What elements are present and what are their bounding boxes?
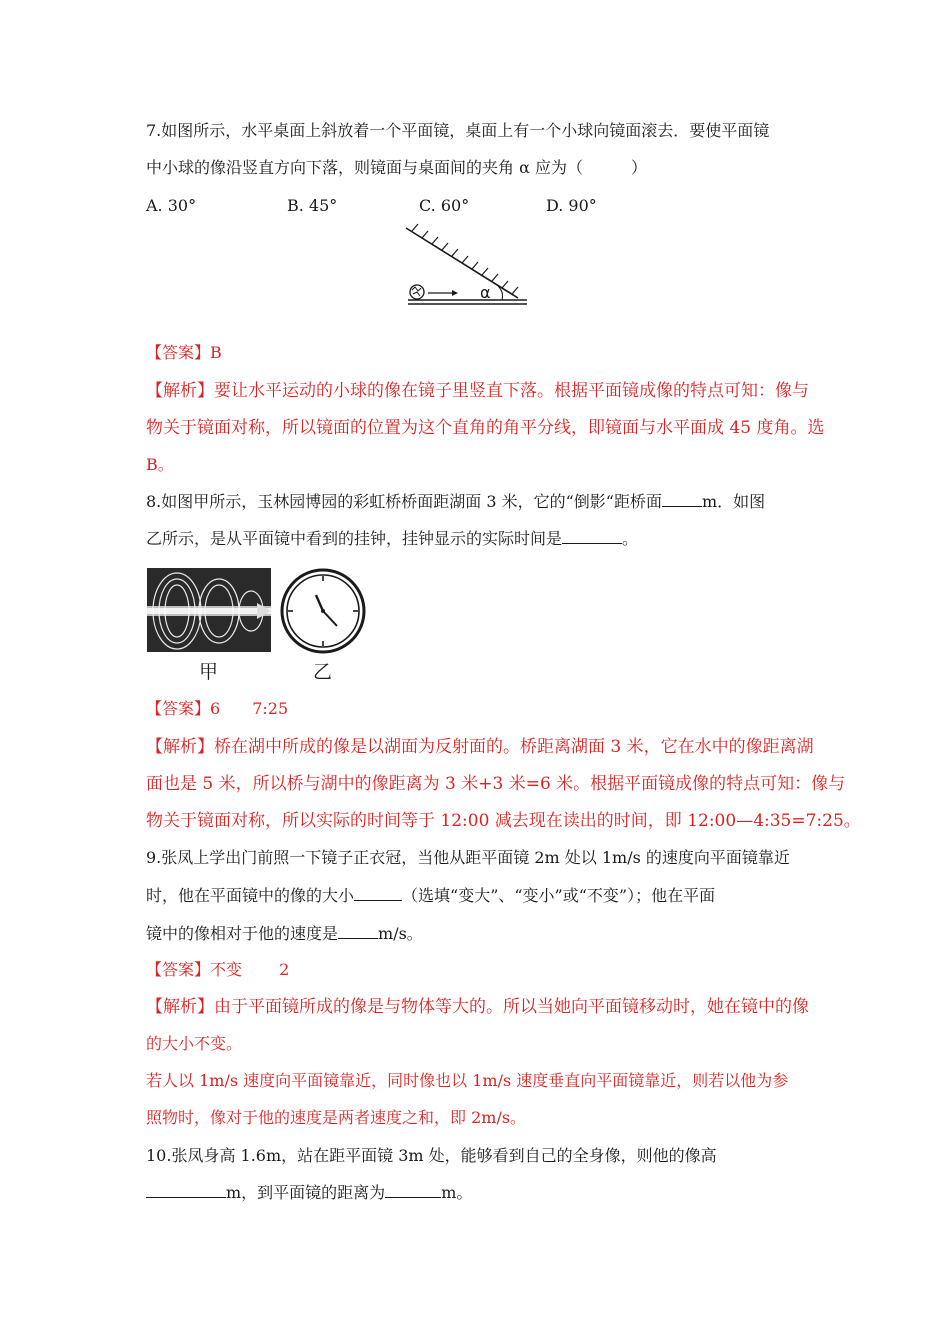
q7-stem-line-1: 7.如图所示，水平桌面上斜放着一个平面镜，桌面上有一个小球向镜面滚去．要使平面镜: [146, 121, 770, 140]
analysis-text: 由于平面镜所成的像是与物体等大的。所以当她向平面镜移动时，她在镜中的像: [214, 997, 809, 1017]
q7-option-d: D. 90°: [546, 196, 597, 215]
q7-mirror-figure: [400, 222, 535, 314]
q8-stem-text: 8.如图甲所示，玉林园博园的彩虹桥桥面距湖面 3 米，它的“倒影“距桥面: [146, 492, 662, 511]
q9-stem-text: 时，他在平面镜中的像的大小: [146, 886, 355, 905]
q7-analysis-line-1: [146, 381, 809, 401]
q8-analysis-line-3: 物关于镜面对称，所以实际的时间等于 12:00 减去现在读出的时间，即 12:00—4:35=7:25。: [146, 811, 861, 831]
q9-stem-text: （选填“变大”、“变小”或“不变”）；他在平面: [402, 886, 716, 905]
q8-analysis-line-1: [146, 737, 814, 757]
q9-stem-line-2: [146, 886, 715, 906]
q9-analysis-line-4: 照物时，像对于他的速度是两者速度之和，即 2m/s。: [146, 1108, 527, 1127]
q9-stem-line-3: [146, 924, 423, 944]
analysis-text: 要让水平运动的小球的像在镜子里竖直下落。根据平面镜成像的特点可知：像与: [214, 381, 809, 401]
q8-answer: [146, 699, 288, 719]
answer-value: 不变 2: [210, 960, 290, 979]
analysis-tag: 【解析】: [146, 997, 214, 1017]
analysis-tag: 【解析】: [146, 737, 214, 757]
q9-analysis-line-1: [146, 997, 809, 1017]
q7-analysis-line-3: B。: [146, 455, 174, 474]
q9-analysis-line-2: 的大小不变。: [146, 1034, 243, 1053]
answer-tag: 【答案】: [146, 960, 211, 979]
q7-alpha-label: α: [480, 283, 491, 302]
q8-stem-text: 。: [622, 529, 639, 548]
q7-analysis-line-2: 物关于镜面对称，所以镜面的位置为这个直角的角平分线，即镜面与水平面成 45 度角。选: [146, 418, 825, 438]
answer-value: 6 7:25: [210, 699, 289, 718]
q7-stem-line-2: 中小球的像沿竖直方向下落，则镜面与桌面间的夹角 α 应为（ ）: [146, 158, 647, 177]
q8-mirror-clock: [280, 568, 366, 654]
q8-label-yi: 乙: [313, 661, 333, 683]
q10-stem-text: m，到平面镜的距离为: [226, 1183, 386, 1202]
q9-stem-line-1: 9.张凤上学出门前照一下镜子正衣冠，当他从距平面镜 2m 处以 1m/s 的速度向平面镜靠近: [146, 848, 790, 867]
q7-answer: [146, 343, 222, 363]
q10-blank-1[interactable]: [146, 1183, 226, 1198]
q7-option-c: C. 60°: [419, 196, 470, 215]
q8-blank-1[interactable]: [662, 492, 702, 507]
q8-stem-line-2: [146, 529, 638, 549]
q7-option-b: B. 45°: [287, 196, 338, 215]
q10-stem-line-1: 10.张凤身高 1.6m，站在距平面镜 3m 处，能够看到自己的全身像，则他的像高: [146, 1146, 717, 1165]
q8-stem-text: m．如图: [701, 492, 766, 511]
q8-stem-text: 乙所示，是从平面镜中看到的挂钟，挂钟显示的实际时间是: [146, 529, 563, 548]
q9-stem-text: m/s。: [378, 924, 423, 943]
q9-stem-text: 镜中的像相对于他的速度是: [146, 924, 339, 943]
q8-label-jia: 甲: [199, 661, 219, 683]
q8-stem-line-1: [146, 492, 765, 512]
q9-analysis-line-3: 若人以 1m/s 速度向平面镜靠近，同时像也以 1m/s 速度垂直向平面镜靠近，则若以他为参: [146, 1071, 789, 1090]
answer-tag: 【答案】: [146, 343, 211, 362]
q10-stem-text: m。: [441, 1183, 473, 1202]
q8-analysis-line-2: 面也是 5 米，所以桥与湖中的像距离为 3 米+3 米=6 米。根据平面镜成像的特点可知：像与: [146, 774, 846, 794]
q9-blank-1[interactable]: [354, 886, 402, 901]
q10-blank-2[interactable]: [385, 1183, 441, 1198]
answer-value: B: [210, 343, 222, 362]
q10-stem-line-2: [146, 1183, 472, 1203]
answer-tag: 【答案】: [146, 699, 211, 718]
analysis-text: 桥在湖中所成的像是以湖面为反射面的。桥距离湖面 3 米，它在水中的像距离湖: [214, 737, 814, 757]
q9-blank-2[interactable]: [338, 924, 378, 939]
q8-blank-2[interactable]: [562, 529, 622, 544]
q9-answer: [146, 960, 289, 980]
q7-option-a: A. 30°: [146, 196, 197, 215]
q8-bridge-photo: [147, 568, 271, 652]
analysis-tag: 【解析】: [146, 381, 214, 401]
